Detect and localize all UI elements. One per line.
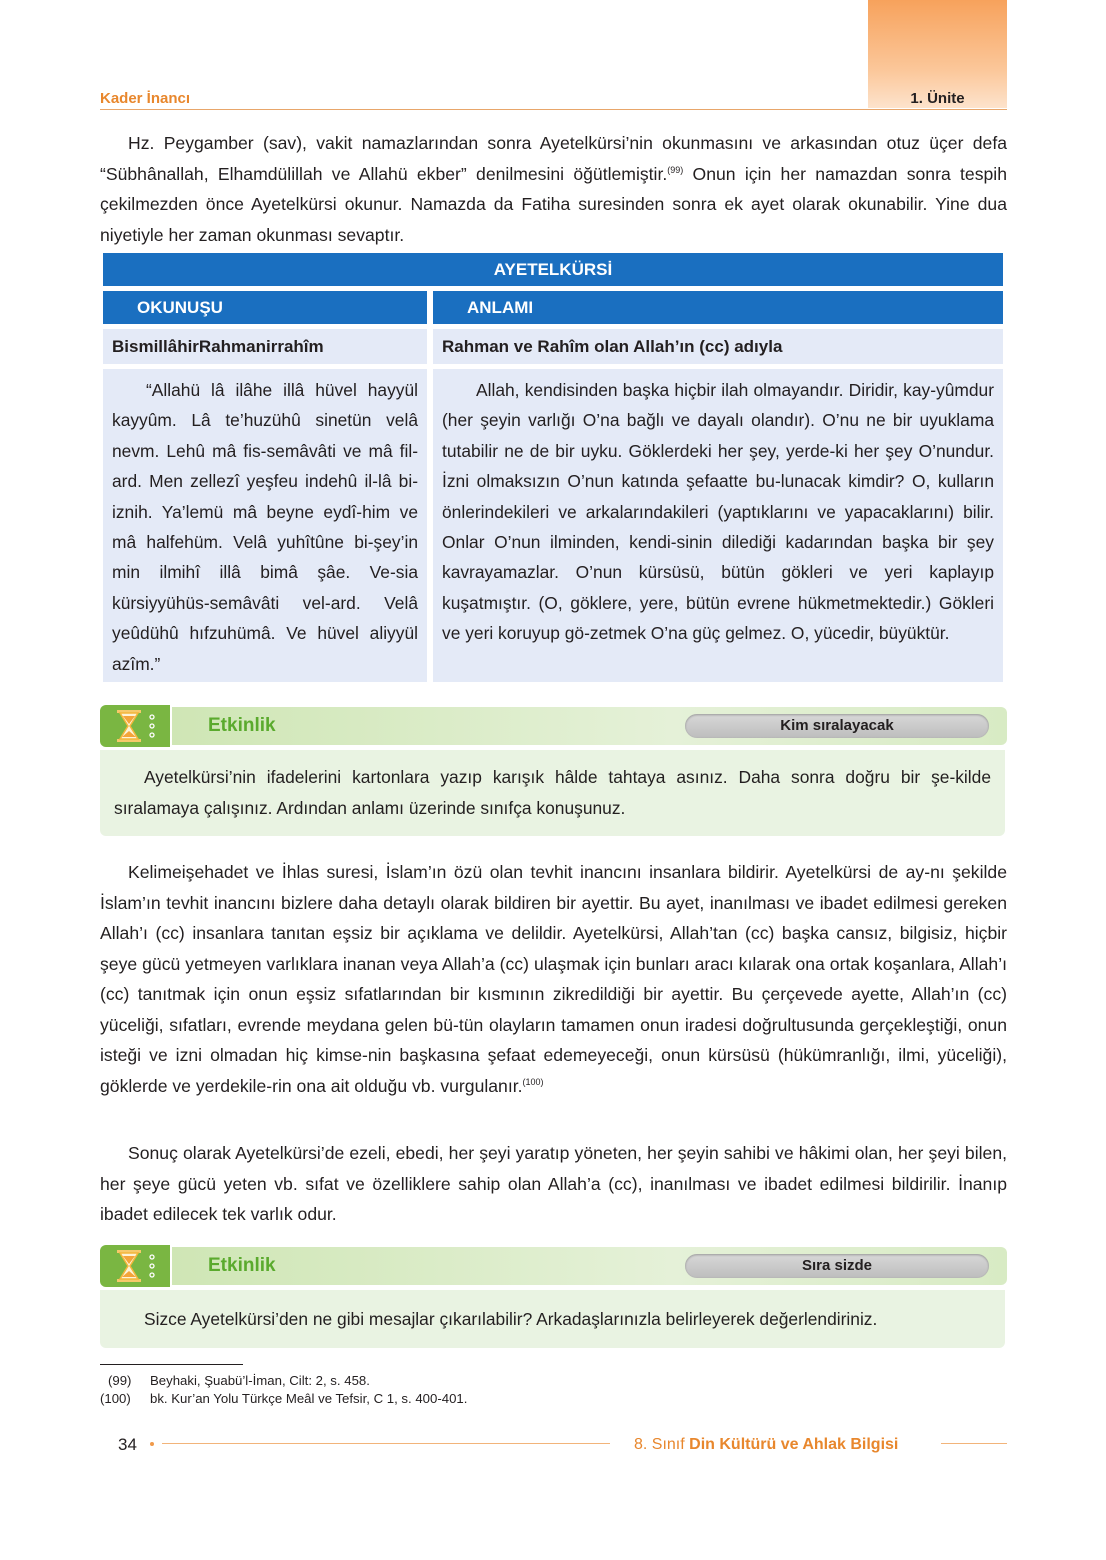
table-cell-basmala-reading: BismillâhirRahmanirrahîm [103,329,427,364]
activity-title-pill: Sıra sizde [685,1254,989,1278]
intro-paragraph: Hz. Peygamber (sav), vakit namazlarından sonra Ayetelkürsi’nin okunmasını ve arkasından otuz üçer defa “Sübhânallah, Elhamdülillah ve Allahü ekber” denilmesini öğütlemiştir.$^{(99)}$ Onun için her namazdan sonra tespih çekilmezden önce Ayetelkürsi okunur. Namazda da Fatiha suresinden sonra ek ayet olarak okunabilir. Yine dua niyetiyle her zaman okunması sevaptır. [100,133,1007,245]
activity-label: Etkinlik [208,1255,276,1276]
table-cell-verse-meaning: Allah, kendisinden başka hiçbir ilah olmayandır. Diridir, kay-yûmdur (her şeyin varlığı O’na bağlı ve dayalı olandır). O’nu ne bir uyuklama tutabilir ne de bir uyku. Göklerdeki her şey, yerde-ki her şey O’nundur. İzni olmaksızın O’nun katında şefaatte bu-lunacak kimdir? O, kulların önlerindekileri ve arkalarındakileri (yaptıklarını ve yapacaklarını) bilir. Onlar O’nun ilminden, kendi-sinin dilediği kadarından başka bir şey kavrayamazlar. O’nun kürsüsü, bütün gökleri ve yeri kaplayıp kuşatmıştır. (O, göklere, yere, bütün evrene hükmetmektedir.) Gökleri ve yeri koruyup gö-zetmek O’na güç gelmez. O, yücedir, büyüktür. [433,369,1003,682]
activity-bar-2 [100,1245,1007,1287]
activity-title-pill: Kim sıralayacak [685,714,989,738]
footnote-divider [100,1364,243,1365]
activity-box-1: Ayetelkürsi’nin ifadelerini kartonlara yazıp karışık hâlde tahtaya asınız. Daha sonra doğru bir şe-kilde sıralamaya çalışınız. Ardından anlamı üzerinde sınıfça konuşunuz. [100,750,1005,836]
footer-rule-left [162,1443,610,1444]
body-paragraph-2: Sonuç olarak Ayetelkürsi’de ezeli, ebedi, her şeyi yaratıp yöneten, her şeyin sahibi ve hâkimi olan, her şeyi bilen, her şeye gücü yeten vb. sıfat ve özelliklere sahip olan Allah’a (cc), inanılması ve ibadet edilmesi bildirilir. İnanıp ibadet edilecek tek varlık odur. [100,1143,1007,1224]
table-header-reading: OKUNUŞU [103,291,427,324]
activity-bar-1 [100,705,1007,747]
page-number: 34 [118,1435,137,1454]
hourglass-icon [100,1245,170,1287]
hourglass-icon [100,705,170,747]
chapter-title: Kader İnancı [100,90,191,107]
book-title: 8. Sınıf Din Kültürü ve Ahlak Bilgisi [634,1436,899,1453]
footer-rule-right [941,1443,1007,1444]
table-title: AYETELKÜRSİ [103,253,1003,286]
activity-box-2: Sizce Ayetelkürsi’den ne gibi mesajlar çıkarılabilir? Arkadaşlarınızla belirleyerek değerlendiriniz. [100,1290,1005,1348]
footnote-ref-100[interactable]: (100) [522,1076,544,1087]
footer-dot [150,1442,154,1446]
footnote-ref-99[interactable]: (99) [667,164,684,175]
body-paragraph-1: Kelimeişehadet ve İhlas suresi, İslam’ın özü olan tevhit inancını insanlara bildirir. Ayetelkürsi de ay-nı şekilde İslam’ın tevhit inancını bizlere daha detaylı olarak bildiren bir ayettir. Bu ayet, inanılması ve ibadet edilmesi gereken Allah’ı (cc) insanlara tanıtan eşsiz bir açıklama ve delildir. Ayetelkürsi, Allah’tan (cc) başka cansız, bilgisiz, hiçbir şeye gücü yetmeyen varlıklara inanan veya Allah’a (cc) ulaşmak için bunları aracı kılarak ona ortak koşanlara, Allah’ı (cc) tanıtmak için onun eşsiz sıfatlarından bir kısmının zikredildiği bir ayettir. Bu çerçevede ayette, Allah’ın (cc) yüceliği, sıfatları, evrende meydana gelen bü-tün olayların tamamen onun iradesi doğrultusunda gerçekleştiği, onun isteği ve izni olmadan hiç kimse-nin başkasına şefaat edemeyeceği, onun kürsüsü (hükümranlığı, ilmi, yüceliği), göklerde ve yerdekile-rin ona ait olduğu vb. vurgulanır.$^{(100)}$ [100,862,1007,1096]
activity-label: Etkinlik [208,715,276,736]
footnote-99: (99) Beyhaki, Şuabü’l-İman, Cilt: 2, s. 458. [108,1373,370,1388]
table-cell-verse-reading: “Allahü lâ ilâhe illâ hüvel hayyül kayyûm. Lâ te’huzühû sinetün velâ nevm. Lehû mâ fis-semâvâti ve mâ fil-ard. Men zellezî yeşfeu indehû il-lâ bi-iznih. Ya’lemü mâ beyne eydî-him ve mâ halfehüm. Velâ yuhîtûne bi-şey’in min ilmihî illâ bimâ şâe. Ve-sia kürsiyyühüs-semâvâti vel-ard. Velâ yeûdühû hıfzuhümâ. Ve hüvel aliyyül azîm.” [103,369,427,682]
table-header-meaning: ANLAMI [433,291,1003,324]
unit-label: 1. Ünite [910,90,965,107]
footnote-100: (100) bk. Kur’an Yolu Türkçe Meâl ve Tefsir, C 1, s. 400-401. [100,1391,468,1406]
table-cell-basmala-meaning: Rahman ve Rahîm olan Allah’ın (cc) adıyla [433,329,1003,364]
header-divider [100,109,1007,110]
